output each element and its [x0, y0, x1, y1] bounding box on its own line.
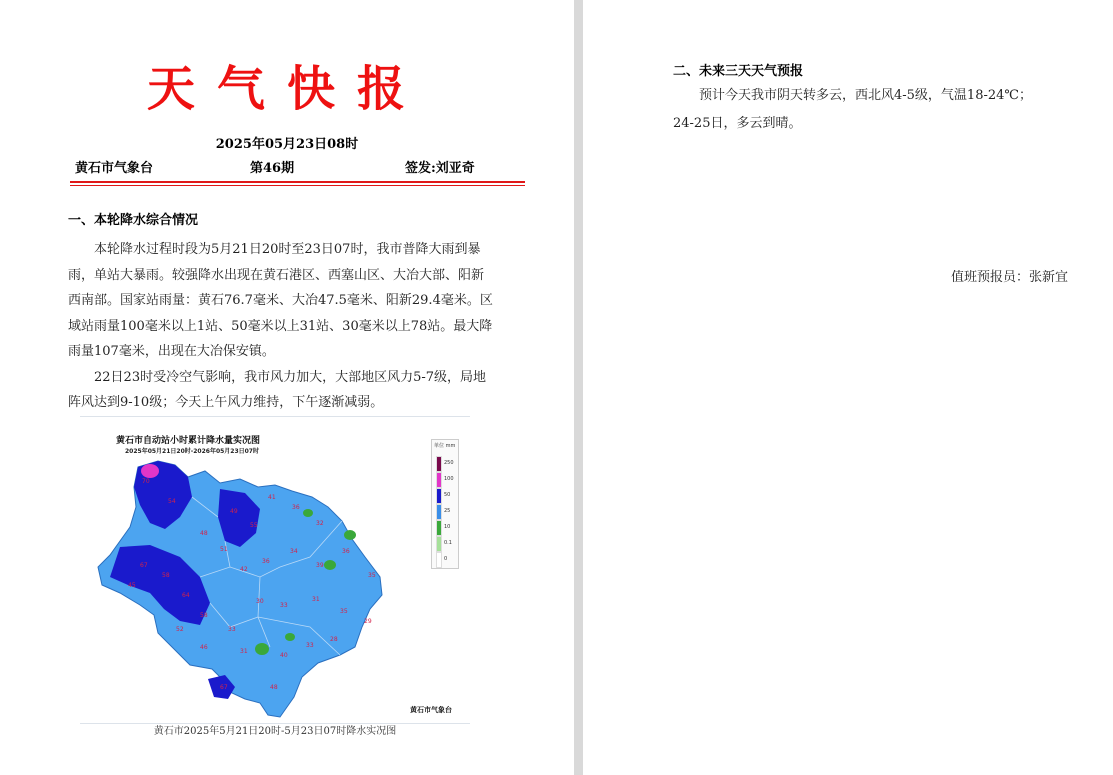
station-marker: 35 [340, 608, 348, 615]
rainfall-map-image [80, 417, 470, 723]
rainfall-map-figure [80, 416, 470, 724]
station-marker: 34 [290, 548, 298, 555]
station-marker: 29 [364, 618, 372, 625]
station-marker: 58 [200, 612, 208, 619]
section2-paragraph-2: 24-25日，多云到晴。 [673, 116, 802, 131]
moderate-rain-patch-5 [285, 633, 295, 641]
map-legend [431, 439, 459, 569]
legend-color-swatch [436, 520, 442, 536]
station-marker: 64 [182, 592, 190, 599]
station-marker: 31 [240, 648, 248, 655]
legend-tick-label: 25 [444, 508, 451, 514]
header-divider-thin [70, 185, 525, 186]
section1-paragraph-1: 本轮降水过程时段为5月21日20时至23日07时，我市普降大雨到暴雨，单站大暴雨。较强降水出现在黄石港区、西塞山区、大冶大部、阳新西南部。国家站雨量：黄石76.7毫米、大冶47.5毫米、阳新29.4毫米。区域站雨量100毫米以上1站、50毫米以上31站、30毫米以上78站。最大降雨量107毫米，出现在大冶保安镇。 [68, 242, 493, 359]
legend-color-swatch [436, 536, 442, 552]
legend-tick-label: 0 [444, 556, 448, 562]
section2-heading: 二、未来三天天气预报 [673, 64, 804, 79]
station-marker: 58 [162, 572, 170, 579]
legend-tick-label: 250 [444, 460, 454, 466]
section1-heading: 一、本轮降水综合情况 [68, 213, 199, 228]
map-caption: 黄石市2025年5月21日20时-5月23日07时降水实况图 [153, 726, 397, 737]
header-divider-thick [70, 181, 525, 183]
station-marker: 36 [262, 558, 270, 565]
moderate-rain-patch-1 [344, 530, 356, 540]
station-marker: 67 [140, 562, 148, 569]
station-marker: 30 [256, 598, 264, 605]
station-marker: 49 [230, 508, 238, 515]
station-marker: 33 [306, 642, 314, 649]
legend-color-swatch [436, 488, 442, 504]
section2-paragraph-1: 预计今天我市阴天转多云，西北风4-5级，气温18-24℃； [699, 88, 1032, 103]
page-gutter [574, 0, 583, 775]
extreme-rain-spot [141, 464, 159, 478]
masthead-title: 天气快报 [146, 61, 427, 117]
signer: 签发:刘亚奇 [405, 161, 475, 176]
station-marker: 32 [316, 520, 324, 527]
station-marker: 33 [228, 626, 236, 633]
station-marker: 31 [312, 596, 320, 603]
legend-unit-label: 单位 mm [434, 443, 456, 449]
station-marker: 45 [128, 582, 136, 589]
station-marker: 46 [200, 644, 208, 651]
section1-body [68, 237, 494, 416]
legend-color-swatch [436, 504, 442, 520]
station-marker: 36 [292, 504, 300, 511]
station-marker: 40 [280, 652, 288, 659]
issuing-organization: 黄石市气象台 [75, 161, 154, 176]
legend-tick-label: 10 [444, 524, 451, 530]
station-marker: 55 [250, 522, 258, 529]
map-title: 黄石市自动站小时累计降水量实况图 [116, 436, 261, 446]
map-credit: 黄石市气象台 [410, 706, 452, 714]
moderate-rain-patch-4 [255, 643, 269, 655]
section1-paragraph-2: 22日23时受冷空气影响，我市风力加大，大部地区风力5-7级，局地阵风达到9-10级；今天上午风力维持，下午逐渐减弱。 [68, 369, 487, 410]
station-marker: 41 [268, 494, 276, 501]
station-marker: 42 [240, 566, 248, 573]
section2-body [673, 82, 1073, 138]
station-marker: 51 [220, 546, 228, 553]
station-marker: 54 [168, 498, 176, 505]
legend-tick-label: 0.1 [444, 540, 452, 546]
station-marker: 52 [176, 626, 184, 633]
legend-tick-label: 100 [444, 476, 454, 482]
station-marker: 36 [342, 548, 350, 555]
legend-tick-label: 50 [444, 492, 451, 498]
legend-color-swatch [436, 472, 442, 488]
station-marker: 35 [368, 572, 376, 579]
station-marker: 48 [200, 530, 208, 537]
moderate-rain-patch-3 [324, 560, 336, 570]
legend-color-swatch [436, 456, 442, 472]
station-marker: 28 [330, 636, 338, 643]
station-marker: 67 [220, 684, 228, 691]
duty-forecaster: 值班预报员：张新宜 [951, 270, 1069, 285]
station-marker: 33 [280, 602, 288, 609]
right-page [583, 0, 1113, 775]
station-marker: 39 [316, 562, 324, 569]
issue-number: 第46期 [250, 161, 295, 176]
legend-color-swatch [436, 552, 442, 568]
issue-datetime: 2025年05月23日08时 [215, 137, 359, 152]
map-subtitle: 2025年05月21日20时-2026年05月23日07时 [125, 448, 259, 455]
station-marker: 70 [142, 478, 150, 485]
station-marker: 48 [270, 684, 278, 691]
moderate-rain-patch-2 [303, 509, 313, 517]
